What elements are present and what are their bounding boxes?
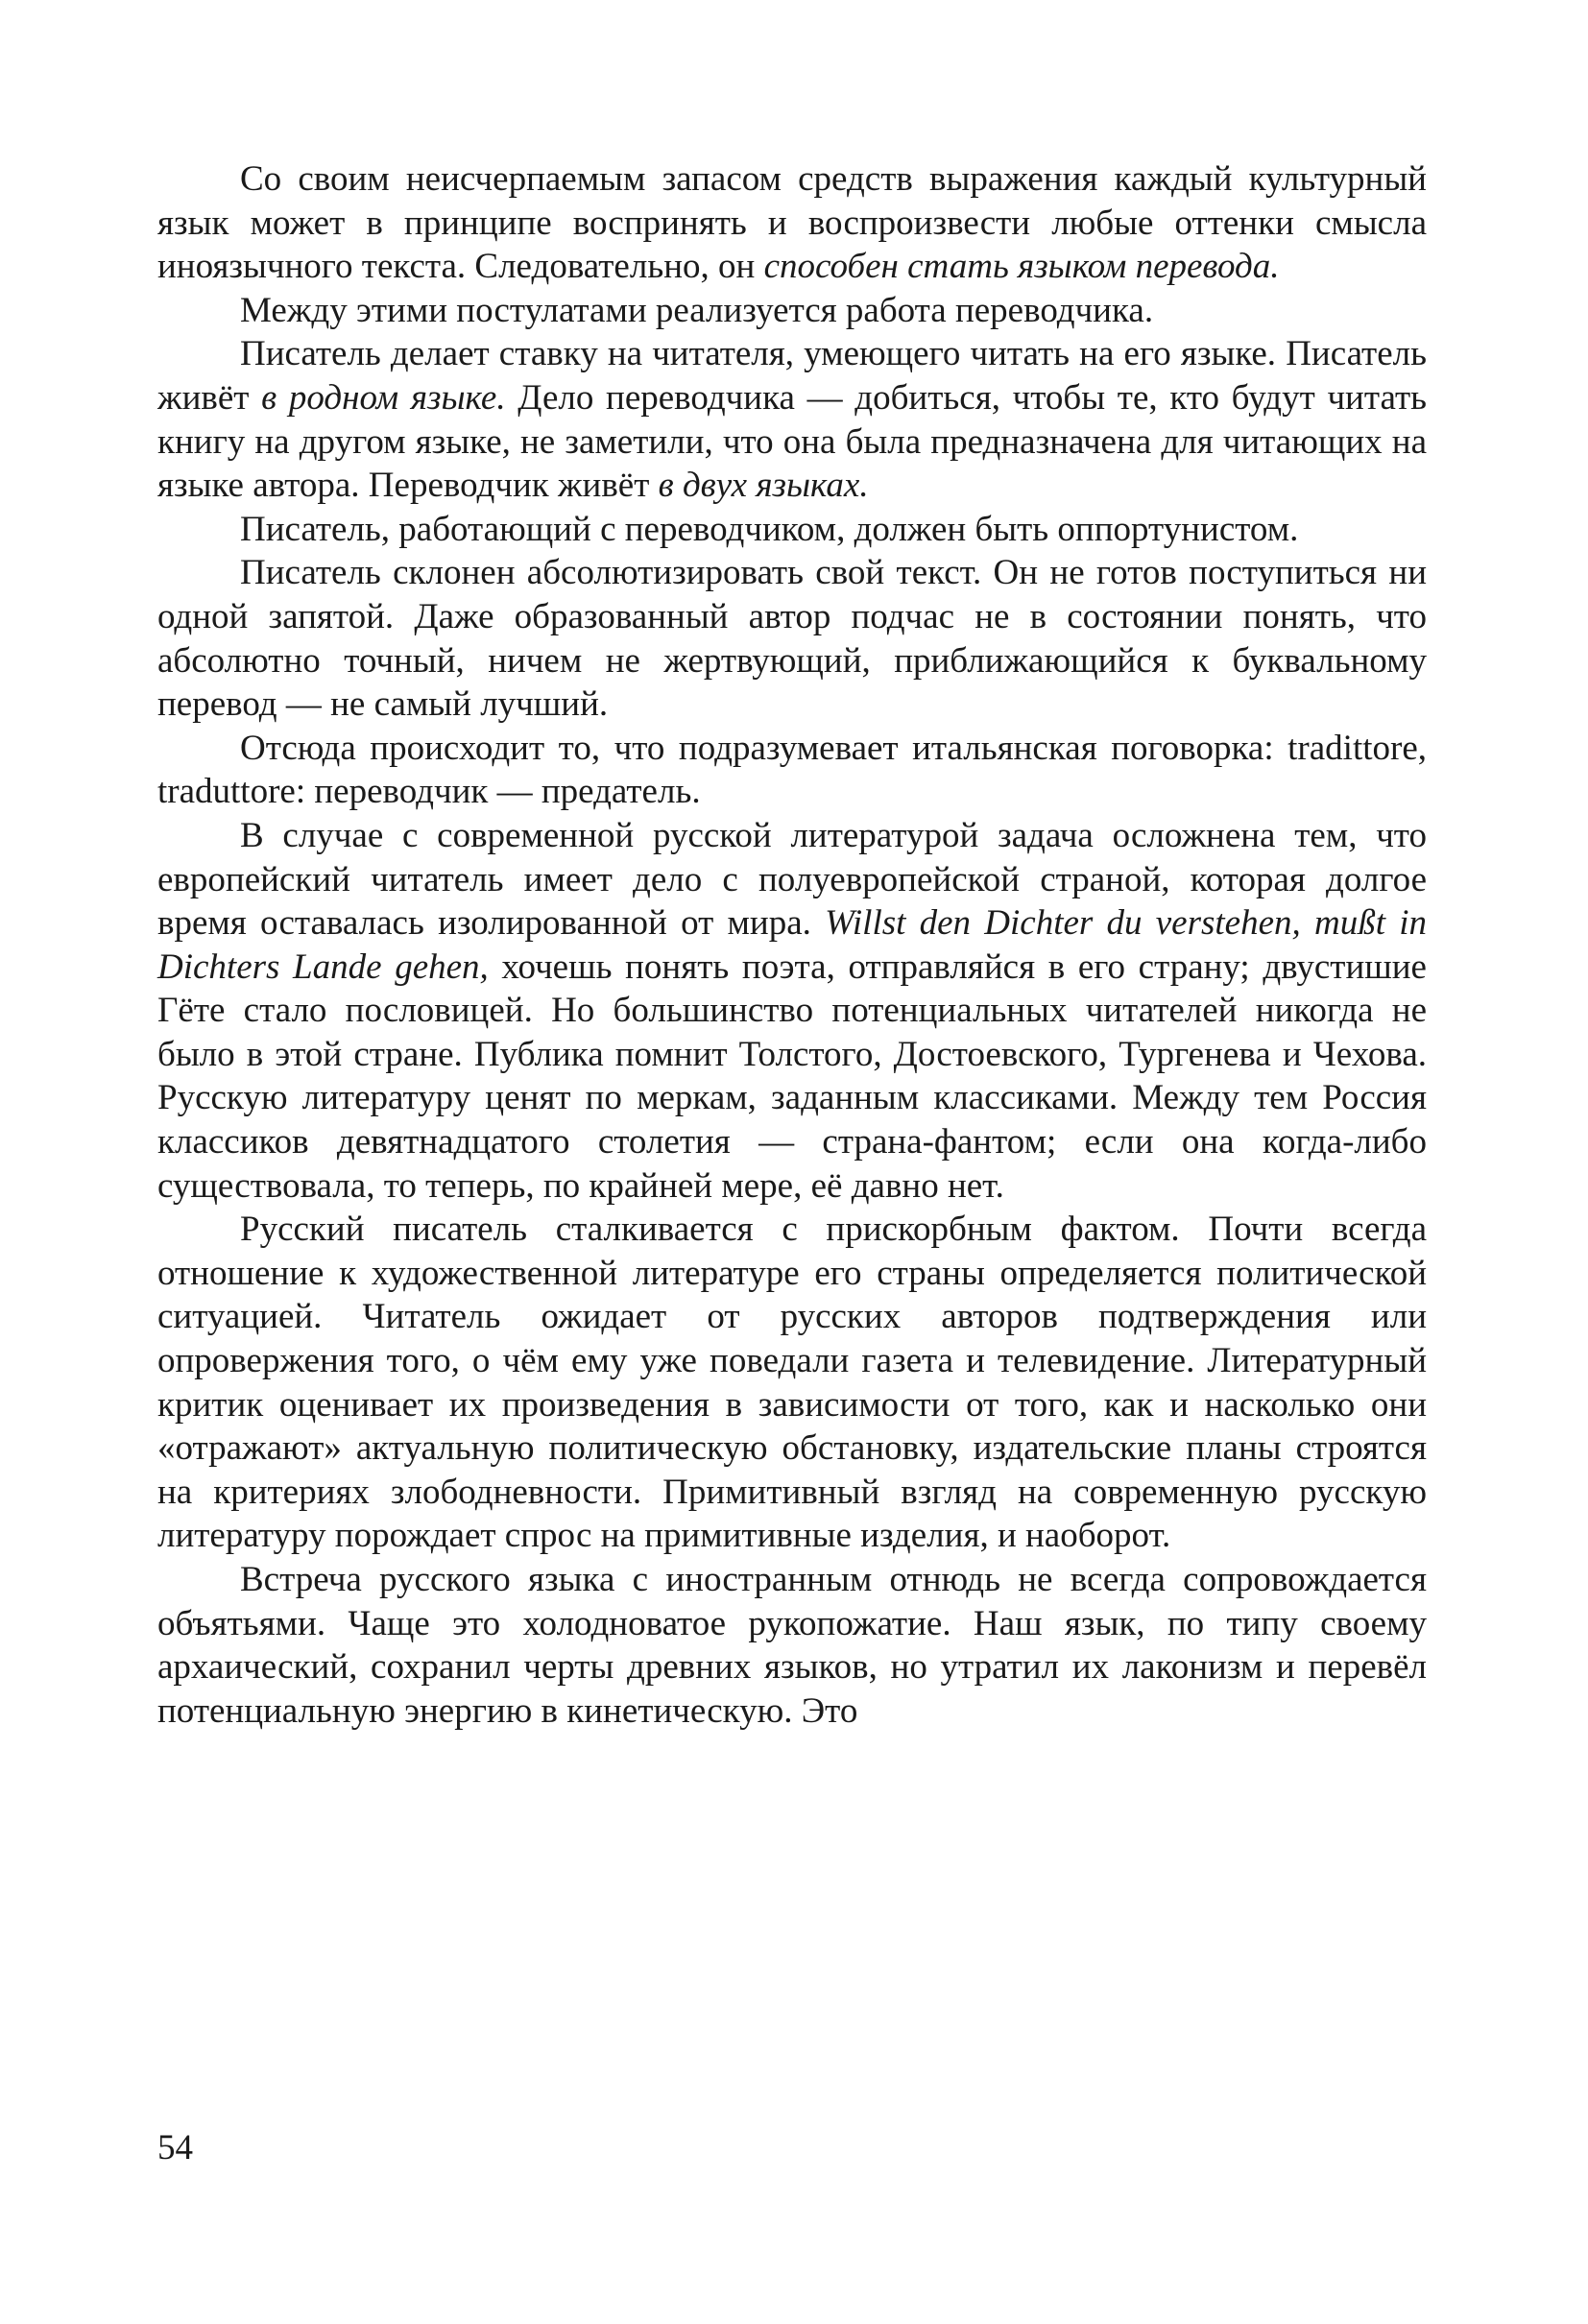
paragraph [157,332,1427,507]
paragraph [157,157,1427,289]
page-body [157,157,1427,1733]
paragraph [157,289,1427,333]
text-run: Дело переводчика — добиться, чтобы те, кто будут читать книгу на другом языке, не заметили, что она была предназначена для читающих на языке автора. Переводчик живёт [157,377,1427,506]
text-run: В случае с современной русской литературой задача осложнена тем, что европейский читатель имеет дело с полуевропейской страной, которая долгое время оставалась изолированной от мира. [157,815,1427,944]
paragraph [157,508,1427,552]
italic-text: в двух языках. [658,466,869,506]
text-run: Между этими постулатами реализуется работа переводчика. [240,290,1154,330]
text-run: Со своим неисчерпаемым запасом средств выражения каждый культурный язык может в принципе воспринять и воспроизвести любые оттенки смысла иноязычного текста. Следовательно, он [157,159,1427,287]
italic-text: в родном языке. [261,377,506,418]
text-run: Писатель, работающий с переводчиком, должен быть оппортунистом. [240,509,1299,549]
text-run: Писатель делает ставку на читателя, умеющего читать на его языке. Писатель живёт [157,334,1427,418]
paragraph [157,1558,1427,1733]
text-run: Русский писатель сталкивается с прискорбным фактом. Почти всегда отношение к художественной литературе его страны определяется политической ситуацией. Читатель ожидает от русских авторов подтверждения или опровержения того, о чём ему уже поведали газета и телевидение. Литературный критик оценивает их произведения в зависимости от того, как и насколько они «отражают» актуальную политическую обстановку, издательские планы строятся на критериях злободневности. Примитивный взгляд на современную русскую литературу порождает спрос на примитивные изделия, и наоборот. [157,1210,1427,1556]
paragraph [157,551,1427,726]
text-run: Отсюда происходит то, что подразумевает итальянская поговорка: tradittore, traduttore: переводчик — предатель. [157,728,1427,812]
text-run: Писатель склонен абсолютизировать свой текст. Он не готов поступиться ни одной запятой. Даже образованный автор подчас не в состоянии понять, что абсолютно точный, ничем не жертвующий, приближающийся к буквальному перевод — не самый лучший. [157,553,1427,725]
italic-text: Willst den Dichter du verstehen, mußt in Dichters Lande gehen, [157,903,1427,987]
text-run: хочешь понять поэта, отправляйся в его страну; двустишие Гёте стало пословицей. Но большинство потенциальных читателей никогда не было в этой стране. Публика помнит Толстого, Достоевского, Тургенева и Чехова. Русскую литературу ценят по меркам, заданным классиками. Между тем Россия классиков девятнадцатого столетия — страна-фантом; если она когда-либо существовала, то теперь, по крайней мере, её давно нет. [157,946,1427,1206]
paragraph [157,814,1427,1208]
paragraph [157,1208,1427,1558]
italic-text: способен стать языком перевода. [763,247,1280,287]
page-number: 54 [157,2128,193,2168]
paragraph [157,727,1427,814]
text-run: Встреча русского языка с иностранным отнюдь не всегда сопровождается объятьями. Чаще это холодноватое рукопожатие. Наш язык, по типу своему архаический, сохранил черты древних языков, но утратил их лаконизм и перевёл потенциальную энергию в кинетическую. Это [157,1560,1427,1731]
